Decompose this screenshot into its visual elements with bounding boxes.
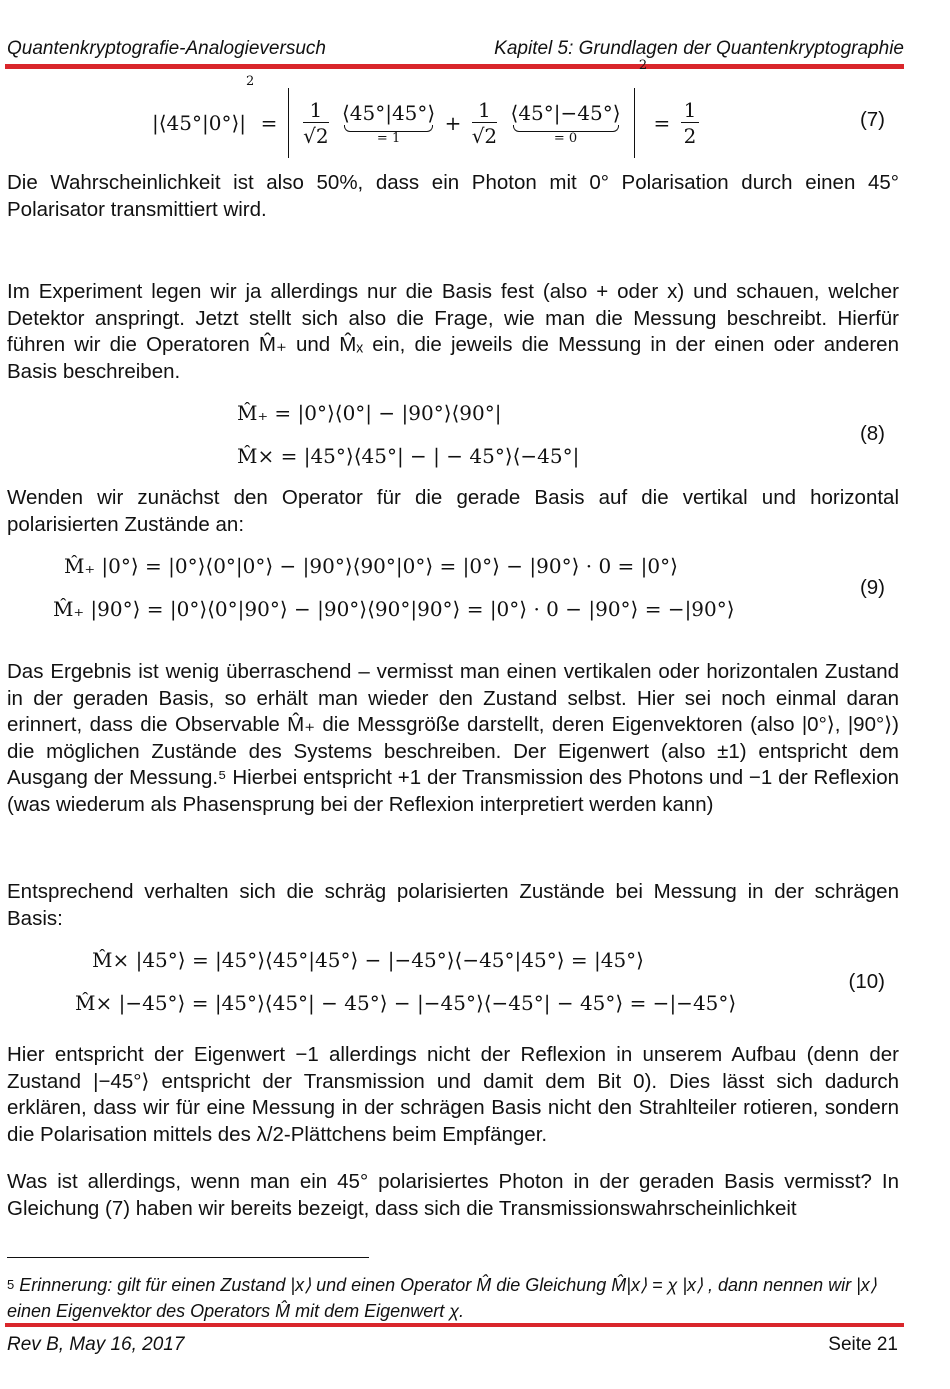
equation-8-line-2: M̂× = |45°⟩⟨45°| − | − 45°⟩⟨−45°| [237,444,580,468]
footer-page-number: Seite 21 [828,1334,898,1355]
footnote-text: Erinnerung: gilt für einen Zustand |x⟩ und einen Operator M̂ die Gleichung M̂|x⟩ = χ |x⟩ , dann nennen wir |x⟩ einen Eigenvektor des Operators M̂ mit dem Eigenwert χ. [7,1275,877,1321]
equation-10-line-2: M̂× |−45°⟩ = |45°⟩⟨45°| − 45°⟩ − |−45°⟩⟨−45°| − 45°⟩ = −|−45°⟩ [75,991,737,1015]
running-header-right: Kapitel 5: Grundlagen der Quantenkryptographie [494,38,904,59]
paragraph-diagonal: Entsprechend verhalten sich die schräg polarisierten Zustände bei Messung in der schrägen Basis: [7,880,899,930]
eq7-fraction-1: $\frac{1}{√2}$ [303,97,329,148]
footnote-5 [7,1272,897,1324]
footnote-marker: 5 [7,1277,15,1292]
paragraph-straight-basis: Wenden wir zunächst den Operator für die gerade Basis auf die vertikal und horizontal polarisierten Zustände an: [7,486,899,536]
equation-8-number: (8) [859,422,885,445]
equation-10-line-1: M̂× |45°⟩ = |45°⟩⟨45°|45°⟩ − |−45°⟩⟨−45°|45°⟩ = |45°⟩ [92,948,644,972]
equation-7: $|⟨45^\circ|0^\circ⟩|^2$ = $\frac{1}{√2}$ ⟨45°|45°⟩ = 1 + $\frac{1}{√2}$ ⟨45°|−45°⟩ = 0 $^2$ = $\frac{1}{2}$ [152,88,703,158]
paragraph-operators: Im Experiment legen wir ja allerdings nur die Basis fest (also + oder x) und schauen, welcher Detektor anspringt. Jetzt stellt sich also die Frage, wie man die Messung beschreibt. Hierfür führen wir die Operatoren M̂₊ und M̂ₓ ein, die jeweils die Messung in der einen oder anderen Basis beschreiben. [7,280,899,383]
equation-9-line-2: M̂₊ |90°⟩ = |0°⟩⟨0°|90°⟩ − |90°⟩⟨90°|90°⟩ = |0°⟩ · 0 − |90°⟩ = −|90°⟩ [53,597,735,621]
running-header-left: Quantenkryptografie-Analogieversuch [7,38,326,59]
eq7-term-1: ⟨45°|45°⟩ = 1 [341,100,436,146]
paragraph-result: Das Ergebnis ist wenig überraschend – vermisst man einen vertikalen oder horizontalen Zustand in der geraden Basis, so erhält man wieder den Zustand selbst. Hier sei noch einmal daran erinnert, dass die Observable M̂₊ die Messgröße darstellt, deren Eigenvektoren (also |0°⟩, |90°⟩) die möglichen Zustände des Systems beschreiben. Der Eigenwert (also ±1) entspricht dem Ausgang der Messung.⁵ Hierbei entspricht +1 der Transmission des Photons und −1 der Reflexion (was wiederum als Phasensprung bei der Reflexion interpretiert werden kann) [7,660,899,816]
equation-9-line-1: M̂₊ |0°⟩ = |0°⟩⟨0°|0°⟩ − |90°⟩⟨90°|0°⟩ = |0°⟩ − |90°⟩ · 0 = |0°⟩ [64,554,678,578]
header-rule [5,64,904,69]
eq7-fraction-2: $\frac{1}{√2}$ [471,97,498,148]
footer-rule [5,1323,904,1327]
equation-10-number: (10) [848,970,885,993]
equation-8-line-1: M̂₊ = |0°⟩⟨0°| − |90°⟩⟨90°| [237,401,502,425]
eq7-lhs-exponent: 2 [246,74,255,89]
footnote-separator [7,1257,369,1258]
paragraph-probability: Die Wahrscheinlichkeit ist also 50%, dass ein Photon mit 0° Polarisation durch einen 45° Polarisator transmittiert wird. [7,171,899,221]
eq7-rhs-exponent: 2 [638,58,648,73]
eq7-lhs: |⟨45°|0°⟩| [152,111,246,135]
eq7-abs-left-bar [288,88,289,158]
eq7-result: $\frac{1}{2}$ [681,98,700,149]
paragraph-eigenvalue: Hier entspricht der Eigenwert −1 allerdings nicht der Reflexion in unserem Aufbau (denn der Zustand |−45°⟩ entspricht der Transmission und damit dem Bit 0). Dies lässt sich dadurch erklären, dass wir für eine Messung in der schrägen Basis nicht den Strahlteiler rotieren, sondern die Polarisation mittels des λ/2-Plättchens beim Empfänger. [7,1043,899,1146]
eq7-abs-right-bar [634,88,635,158]
equation-7-number: (7) [859,108,885,131]
footer-revision: Rev B, May 16, 2017 [7,1334,185,1355]
paragraph-45-degree: Was ist allerdings, wenn man ein 45° polarisiertes Photon in der geraden Basis vermisst? In Gleichung (7) haben wir bereits bezeigt, dass sich die Transmissionswahrscheinlichkeit [7,1170,899,1220]
equation-9-number: (9) [859,576,885,599]
eq7-term-2: ⟨45°|−45°⟩ = 0 [510,100,621,146]
